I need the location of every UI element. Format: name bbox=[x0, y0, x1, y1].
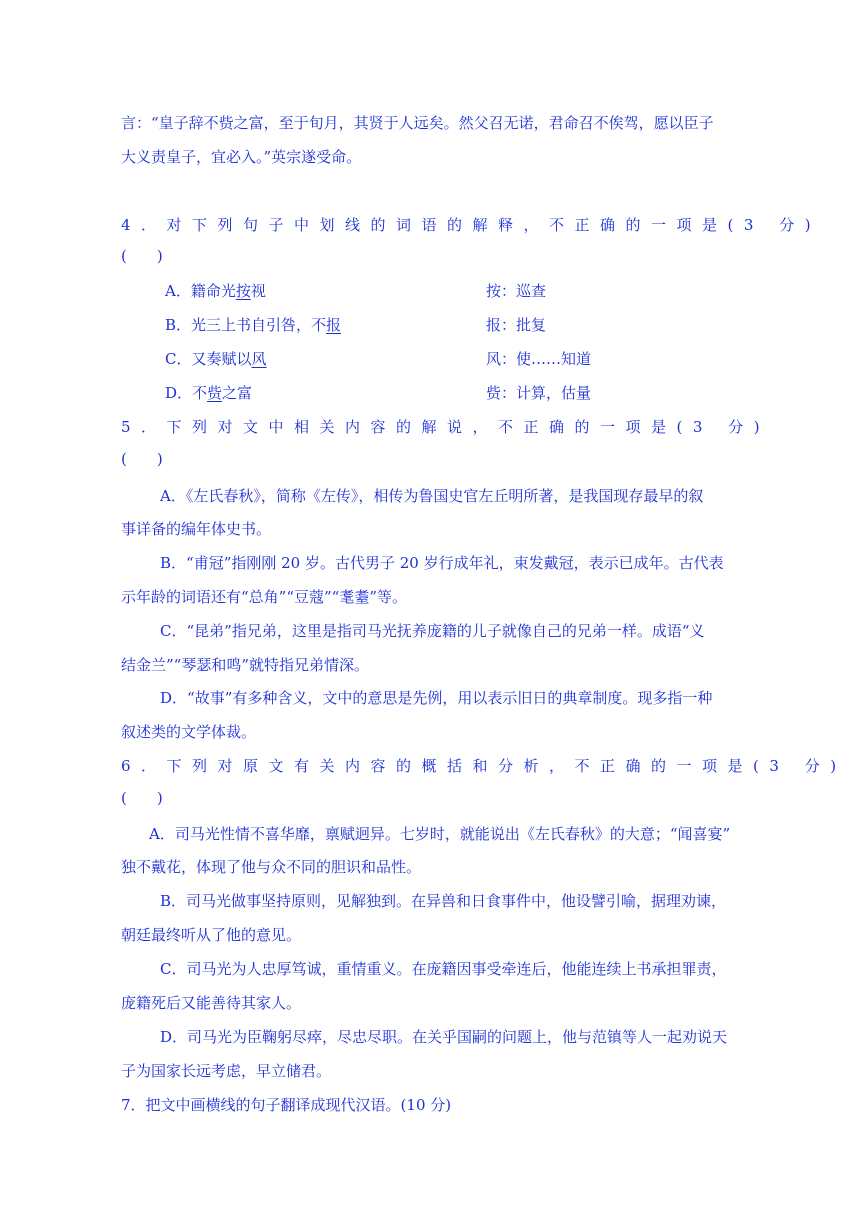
underlined-word: 按 bbox=[235, 282, 251, 300]
q4-option-c: C．又奏赋以风 bbox=[165, 350, 267, 368]
q5-option-c-line-1: C．“昆弟”指兄弟，这里是指司马光抚养庞籍的儿子就像自己的兄弟一样。成语“义 bbox=[160, 622, 705, 640]
passage-line-1: 言：“皇子辞不赀之富，至于旬月，其贤于人远矣。然父召无诺，君命召不俟驾，愿以臣子 bbox=[121, 114, 714, 132]
q6-option-c-line-2: 庞籍死后又能善待其家人。 bbox=[121, 994, 302, 1012]
passage-line-2: 大义责皇子，宜必入。”英宗遂受命。 bbox=[121, 148, 362, 166]
q5-option-b-line-2: 示年龄的词语还有“总角”“豆蔻”“耄耋”等。 bbox=[121, 588, 408, 606]
q5-option-d-line-2: 叙述类的文学体裁。 bbox=[121, 723, 257, 741]
q5-option-b-line-1: B．“甫冠”指刚刚 20 岁。古代男子 20 岁行成年礼，束发戴冠，表示已成年。古代表 bbox=[160, 554, 724, 572]
q6-option-c-line-1: C．司马光为人忠厚笃诚，重情重义。在庞籍因事受牵连后，他能连续上书承担罪责， bbox=[160, 960, 727, 978]
q4-gloss-a: 按：巡查 bbox=[486, 282, 547, 300]
q6-answer-paren: ( ) bbox=[121, 789, 163, 807]
q4-stem: 4．对下列句子中划线的词语的解释，不正确的一项是(3 分) bbox=[121, 216, 822, 234]
q5-option-d-line-1: D．“故事”有多种含义，文中的意思是先例，用以表示旧日的典章制度。现多指一种 bbox=[160, 689, 713, 707]
q6-stem: 6．下列对原文有关内容的概括和分析，不正确的一项是(3 分) bbox=[121, 757, 847, 775]
q5-option-a-line-2: 事详备的编年体史书。 bbox=[121, 520, 272, 538]
q6-option-d-line-2: 子为国家长远考虑，早立储君。 bbox=[121, 1062, 332, 1080]
q6-option-a-line-1: A．司马光性情不喜华靡，禀赋迥异。七岁时，就能说出《左氏春秋》的大意；“闻喜宴” bbox=[149, 825, 731, 843]
q4-gloss-d: 赀：计算，估量 bbox=[486, 384, 592, 402]
q5-answer-paren: ( ) bbox=[121, 450, 163, 468]
q5-option-c-line-2: 结金兰”“琴瑟和鸣”就特指兄弟情深。 bbox=[121, 656, 370, 674]
q7-stem: 7．把文中画横线的句子翻译成现代汉语。(10 分) bbox=[121, 1096, 452, 1114]
q4-gloss-b: 报：批复 bbox=[486, 316, 547, 334]
underlined-word: 赀 bbox=[207, 384, 223, 402]
q6-option-d-line-1: D．司马光为臣鞠躬尽瘁，尽忠尽职。在关乎国嗣的问题上，他与范镇等人一起劝说天 bbox=[160, 1028, 728, 1046]
q5-stem: 5．下列对文中相关内容的解说，不正确的一项是(3 分) bbox=[121, 418, 771, 436]
underlined-word: 报 bbox=[326, 316, 342, 334]
q6-option-a-line-2: 独不戴花，体现了他与众不同的胆识和品性。 bbox=[121, 858, 422, 876]
q6-option-b-line-2: 朝廷最终听从了他的意见。 bbox=[121, 926, 302, 944]
q4-option-d: D．不赀之富 bbox=[165, 384, 253, 402]
underlined-word: 风 bbox=[251, 350, 267, 368]
q4-answer-paren: ( ) bbox=[121, 247, 163, 265]
q4-option-a: A．籍命光按视 bbox=[165, 282, 266, 300]
q4-gloss-c: 风：使……知道 bbox=[486, 350, 592, 368]
q6-option-b-line-1: B．司马光做事坚持原则，见解独到。在异兽和日食事件中，他设譬引喻，据理劝谏， bbox=[160, 892, 727, 910]
q4-option-b: B．光三上书自引咎，不报 bbox=[165, 316, 342, 334]
q5-option-a-line-1: A．《左氏春秋》，简称《左传》，相传为鲁国史官左丘明所著，是我国现存最早的叙 bbox=[160, 487, 704, 505]
